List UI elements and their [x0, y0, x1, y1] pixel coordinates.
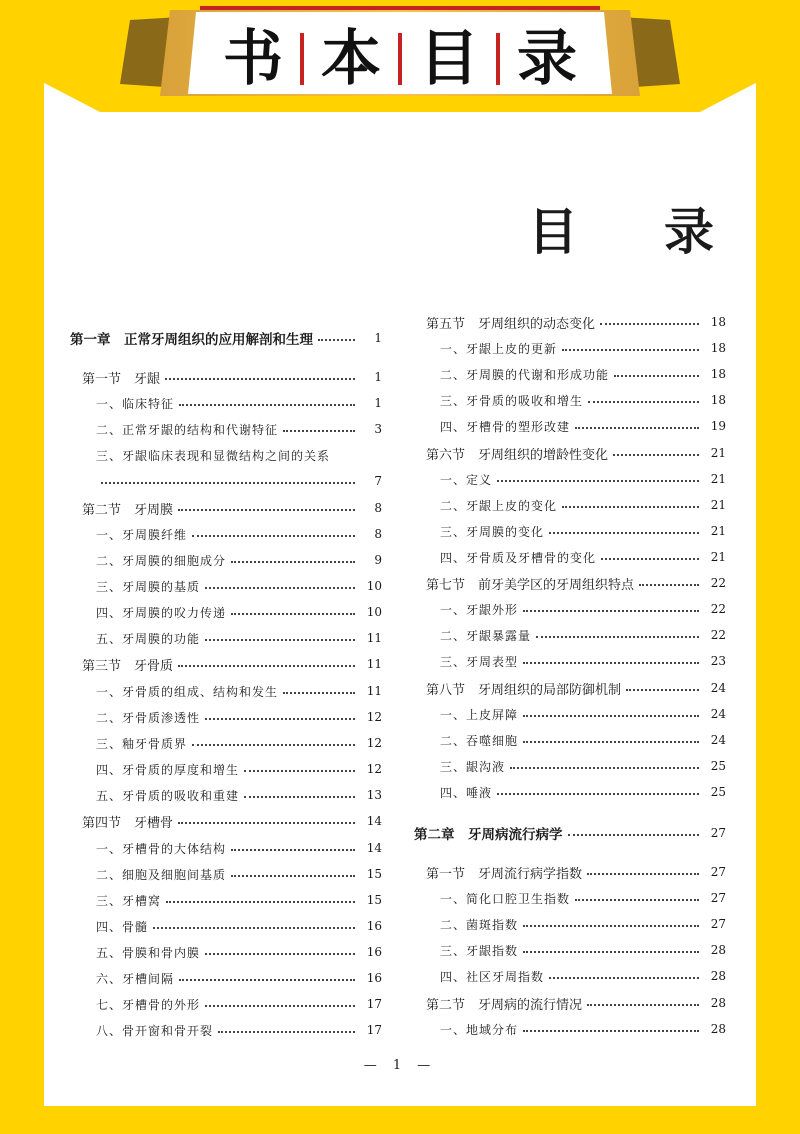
- toc-entry-title: 第八节 牙周组织的局部防御机制: [426, 682, 622, 698]
- toc-entry-title: 三、牙周表型: [440, 654, 519, 669]
- toc-entry-title: 二、菌斑指数: [440, 917, 519, 932]
- toc-entry-page: 25: [710, 785, 726, 799]
- leader-dots: [283, 692, 355, 694]
- leader-dots: [231, 561, 355, 563]
- toc-entry-item[interactable]: [96, 418, 382, 440]
- leader-dots: [549, 977, 699, 979]
- toc-entry-item[interactable]: [96, 706, 382, 728]
- toc-entry-page: 10: [366, 579, 382, 593]
- toc-entry-title: 四、骨髓: [96, 919, 149, 934]
- toc-entry-page: 28: [710, 996, 726, 1010]
- toc-entry-item[interactable]: [96, 889, 382, 911]
- toc-entry-section[interactable]: [426, 677, 726, 699]
- toc-entry-title: 一、牙周膜纤维: [96, 527, 188, 542]
- toc-entry-title: 第三节 牙骨质: [82, 658, 174, 674]
- toc-entry-page: 7: [374, 474, 382, 488]
- toc-entry-page: 1: [374, 331, 382, 345]
- leader-dots: [497, 793, 699, 795]
- toc-entry-title: 二、正常牙龈的结构和代谢特征: [96, 422, 279, 437]
- toc-entry-page: 16: [366, 919, 382, 933]
- page-number: — 1 —: [363, 1058, 437, 1073]
- toc-entry-section[interactable]: [426, 861, 726, 883]
- toc-entry-title: 四、牙槽骨的塑形改建: [440, 419, 571, 434]
- banner-separator: [300, 33, 304, 85]
- leader-dots: [179, 979, 355, 981]
- toc-entry-page: 27: [710, 891, 726, 905]
- toc-entry-page: 27: [710, 917, 726, 931]
- toc-entry-item[interactable]: [96, 601, 382, 623]
- toc-entry-item[interactable]: [96, 993, 382, 1015]
- leader-dots: [244, 770, 355, 772]
- leader-dots: [536, 636, 699, 638]
- toc-entry-page: 12: [366, 762, 382, 776]
- leader-dots: [218, 1031, 355, 1033]
- toc-entry-page: 14: [366, 841, 382, 855]
- toc-entry-item[interactable]: [440, 624, 726, 646]
- toc-entry-title: 一、上皮屏障: [440, 707, 519, 722]
- leader-dots: [153, 927, 355, 929]
- toc-entry-page: 23: [710, 654, 726, 668]
- toc-entry-item[interactable]: [440, 468, 726, 490]
- toc-entry-page: 11: [366, 631, 382, 645]
- toc-entry-page: 21: [710, 472, 726, 486]
- toc-entry-title: 三、牙周膜的变化: [440, 524, 545, 539]
- toc-entry-page: 14: [366, 814, 382, 828]
- toc-entry-item[interactable]: [440, 913, 726, 935]
- leader-dots: [587, 1004, 699, 1006]
- toc-entry-title: 七、牙槽骨的外形: [96, 997, 201, 1012]
- leader-dots: [587, 873, 699, 875]
- banner-char: 本: [321, 24, 381, 94]
- toc-entry-title: 一、简化口腔卫生指数: [440, 891, 571, 906]
- toc-entry-page: 16: [366, 945, 382, 959]
- toc-entry-chapter[interactable]: [414, 822, 726, 844]
- leader-dots: [601, 558, 699, 560]
- toc-entry-title: 第一章 正常牙周组织的应用解剖和生理: [70, 332, 313, 348]
- toc-entry-title: 第二节 牙周膜: [82, 502, 174, 518]
- leader-dots: [231, 849, 355, 851]
- leader-dots: [192, 535, 355, 537]
- leader-dots: [575, 899, 699, 901]
- toc-entry-page: 28: [710, 943, 726, 957]
- toc-entry-item[interactable]: [96, 627, 382, 649]
- toc-entry-item[interactable]: [440, 887, 726, 909]
- toc-entry-page: 21: [710, 498, 726, 512]
- toc-entry-title: 第一节 牙周流行病学指数: [426, 866, 583, 882]
- leader-dots: [497, 480, 699, 482]
- toc-entry-item[interactable]: [440, 494, 726, 516]
- toc-entry-title: 一、定义: [440, 472, 493, 487]
- toc-entry-item[interactable]: [440, 781, 726, 803]
- toc-entry-item[interactable]: [440, 415, 726, 437]
- toc-entry-section[interactable]: [82, 653, 382, 675]
- toc-entry-page: 10: [366, 605, 382, 619]
- leader-dots: [510, 767, 699, 769]
- leader-dots: [205, 639, 355, 641]
- toc-entry-item[interactable]: [96, 680, 382, 702]
- leader-dots: [523, 715, 699, 717]
- toc-entry-title: 第四节 牙槽骨: [82, 815, 174, 831]
- toc-entry-item[interactable]: [440, 546, 726, 568]
- toc-entry-title: 四、牙周膜的㕮力传递: [96, 605, 227, 620]
- leader-dots: [192, 744, 355, 746]
- toc-entry-item[interactable]: [440, 389, 726, 411]
- toc-entry-item[interactable]: [96, 863, 382, 885]
- toc-entry-title: 第二章 牙周病流行病学: [414, 827, 563, 843]
- toc-entry-title: 四、牙骨质的厚度和增生: [96, 762, 240, 777]
- toc-entry-section[interactable]: [82, 810, 382, 832]
- toc-entry-item[interactable]: [96, 758, 382, 780]
- toc-entry-page: 17: [366, 997, 382, 1011]
- toc-entry-page: 13: [366, 788, 382, 802]
- leader-dots: [166, 901, 355, 903]
- toc-entry-section[interactable]: [82, 497, 382, 519]
- toc-entry-title: 三、釉牙骨质界: [96, 736, 188, 751]
- toc-entry-page: 21: [710, 446, 726, 460]
- toc-entry-page: 22: [710, 576, 726, 590]
- toc-entry-title: 第五节 牙周组织的动态变化: [426, 316, 596, 332]
- toc-entry-item[interactable]: [440, 965, 726, 987]
- leader-dots: [178, 509, 355, 511]
- banner-separator: [496, 33, 500, 85]
- toc-entry-title: 二、牙周膜的细胞成分: [96, 553, 227, 568]
- toc-entry-page: 25: [710, 759, 726, 773]
- toc-entry-item[interactable]: [96, 1019, 382, 1041]
- toc-entry-page: 11: [366, 684, 382, 698]
- leader-dots: [205, 587, 355, 589]
- toc-entry-page: 27: [710, 865, 726, 879]
- toc-entry-page: 24: [710, 681, 726, 695]
- leader-dots: [523, 610, 699, 612]
- toc-entry-item[interactable]: [96, 732, 382, 754]
- toc-entry-page: 19: [710, 419, 726, 433]
- leader-dots: [165, 378, 355, 380]
- toc-entry-item[interactable]: [440, 729, 726, 751]
- leader-dots: [205, 1005, 355, 1007]
- toc-entry-title: 二、牙龈暴露量: [440, 628, 532, 643]
- toc-entry-title: 四、牙骨质及牙槽骨的变化: [440, 550, 597, 565]
- banner-separator: [398, 33, 402, 85]
- leader-dots: [178, 665, 355, 667]
- banner-char: 录: [517, 24, 577, 94]
- toc-entry-item[interactable]: [440, 939, 726, 961]
- toc-entry-page: 9: [374, 553, 382, 567]
- leader-dots: [101, 482, 355, 484]
- toc-entry-page: 27: [710, 826, 726, 840]
- leader-dots: [523, 951, 699, 953]
- toc-entry-page: 18: [710, 393, 726, 407]
- toc-entry-item[interactable]: [96, 523, 382, 545]
- leader-dots: [562, 506, 699, 508]
- page-title: 目录: [528, 202, 800, 261]
- toc-entry-title: 三、牙龈指数: [440, 943, 519, 958]
- toc-entry-item[interactable]: [440, 520, 726, 542]
- toc-entry-item[interactable]: [96, 784, 382, 806]
- banner-char: 目: [419, 24, 479, 94]
- toc-entry-section[interactable]: [426, 311, 726, 333]
- leader-dots: [205, 953, 355, 955]
- toc-entry-item[interactable]: [440, 650, 726, 672]
- leader-dots: [613, 454, 699, 456]
- leader-dots: [588, 401, 699, 403]
- toc-entry-page: 11: [366, 657, 382, 671]
- leader-dots: [575, 427, 699, 429]
- leader-dots: [523, 662, 699, 664]
- toc-entry-title: 二、牙周膜的代谢和形成功能: [440, 367, 610, 382]
- leader-dots: [562, 349, 699, 351]
- toc-entry-title: 第七节 前牙美学区的牙周组织特点: [426, 577, 635, 593]
- toc-entry-section[interactable]: [426, 992, 726, 1014]
- toc-entry-page: 12: [366, 736, 382, 750]
- toc-entry-item[interactable]: [96, 941, 382, 963]
- leader-dots: [318, 339, 355, 341]
- toc-entry-title: 五、牙骨质的吸收和重建: [96, 788, 240, 803]
- leader-dots: [549, 532, 699, 534]
- toc-entry-page: 1: [374, 396, 382, 410]
- toc-entry-page: 8: [374, 527, 382, 541]
- toc-entry-title: 三、牙槽窝: [96, 893, 162, 908]
- toc-entry-page: 22: [710, 602, 726, 616]
- toc-entry-title: 六、牙槽间隔: [96, 971, 175, 986]
- toc-entry-title: 五、牙周膜的功能: [96, 631, 201, 646]
- toc-entry-section[interactable]: [82, 366, 382, 388]
- toc-entry-title: 一、地域分布: [440, 1022, 519, 1037]
- toc-entry-page: 18: [710, 367, 726, 381]
- toc-entry-page: 16: [366, 971, 382, 985]
- toc-entry-item[interactable]: [96, 549, 382, 571]
- toc-entry-title: 二、牙骨质渗透性: [96, 710, 201, 725]
- toc-entry-title: 三、牙骨质的吸收和增生: [440, 393, 584, 408]
- toc-entry-page: 24: [710, 733, 726, 747]
- toc-entry-wrap[interactable]: [96, 470, 382, 492]
- toc-entry-title: 三、牙龈临床表现和显微结构之间的关系: [96, 448, 331, 463]
- toc-entry-title: 一、牙龈外形: [440, 602, 519, 617]
- toc-entry-page: 24: [710, 707, 726, 721]
- toc-entry-page: 17: [366, 1023, 382, 1037]
- toc-entry-title: 一、临床特征: [96, 396, 175, 411]
- toc-entry-page: 15: [366, 893, 382, 907]
- leader-dots: [523, 741, 699, 743]
- toc-entry-page: 21: [710, 524, 726, 538]
- toc-entry-item[interactable]: [96, 915, 382, 937]
- toc-entry-item[interactable]: [440, 755, 726, 777]
- leader-dots: [231, 613, 355, 615]
- leader-dots: [523, 925, 699, 927]
- leader-dots: [283, 430, 355, 432]
- leader-dots: [626, 689, 699, 691]
- toc-entry-page: 28: [710, 969, 726, 983]
- toc-entry-title: 第二节 牙周病的流行情况: [426, 997, 583, 1013]
- leader-dots: [178, 822, 355, 824]
- leader-dots: [179, 404, 355, 406]
- leader-dots: [568, 834, 700, 836]
- toc-entry-item[interactable]: [440, 703, 726, 725]
- leader-dots: [205, 718, 355, 720]
- banner-char: 书: [223, 24, 283, 94]
- banner: [0, 0, 800, 125]
- toc-entry-chapter[interactable]: [70, 327, 382, 349]
- toc-entry-item[interactable]: [96, 444, 382, 466]
- leader-dots: [244, 796, 355, 798]
- toc-entry-item[interactable]: [440, 598, 726, 620]
- toc-entry-item[interactable]: [96, 575, 382, 597]
- toc-entry-page: 15: [366, 867, 382, 881]
- toc-entry-title: 第六节 牙周组织的增龄性变化: [426, 447, 609, 463]
- toc-entry-section[interactable]: [426, 572, 726, 594]
- toc-entry-title: 一、牙槽骨的大体结构: [96, 841, 227, 856]
- toc-entry-title: 第一节 牙龈: [82, 371, 161, 387]
- toc-entry-page: 28: [710, 1022, 726, 1036]
- toc-entry-title: 二、细胞及细胞间基质: [96, 867, 227, 882]
- leader-dots: [523, 1030, 699, 1032]
- toc-entry-title: 二、吞噬细胞: [440, 733, 519, 748]
- toc-entry-item[interactable]: [440, 363, 726, 385]
- toc-entry-page: 18: [710, 341, 726, 355]
- toc-entry-title: 五、骨膜和骨内膜: [96, 945, 201, 960]
- leader-dots: [639, 584, 699, 586]
- toc-entry-page: 22: [710, 628, 726, 642]
- toc-entry-title: 一、牙骨质的组成、结构和发生: [96, 684, 279, 699]
- toc-entry-title: 三、龈沟液: [440, 759, 506, 774]
- toc-entry-page: 3: [374, 422, 382, 436]
- toc-entry-page: 1: [374, 370, 382, 384]
- toc-entry-page: 12: [366, 710, 382, 724]
- toc-entry-page: 21: [710, 550, 726, 564]
- toc-entry-section[interactable]: [426, 442, 726, 464]
- leader-dots: [231, 875, 355, 877]
- toc-entry-page: 18: [710, 315, 726, 329]
- leader-dots: [600, 323, 699, 325]
- toc-entry-title: 二、牙龈上皮的变化: [440, 498, 558, 513]
- toc-entry-title: 四、社区牙周指数: [440, 969, 545, 984]
- toc-entry-title: 八、骨开窗和骨开裂: [96, 1023, 214, 1038]
- toc-entry-item[interactable]: [440, 1018, 726, 1040]
- leader-dots: [614, 375, 699, 377]
- toc-entry-item[interactable]: [96, 967, 382, 989]
- toc-entry-item[interactable]: [96, 392, 382, 414]
- toc-entry-item[interactable]: [96, 837, 382, 859]
- toc-entry-page: 8: [374, 501, 382, 515]
- toc-entry-title: 四、唾液: [440, 785, 493, 800]
- toc-entry-title: 三、牙周膜的基质: [96, 579, 201, 594]
- toc-entry-title: 一、牙龈上皮的更新: [440, 341, 558, 356]
- toc-entry-item[interactable]: [440, 337, 726, 359]
